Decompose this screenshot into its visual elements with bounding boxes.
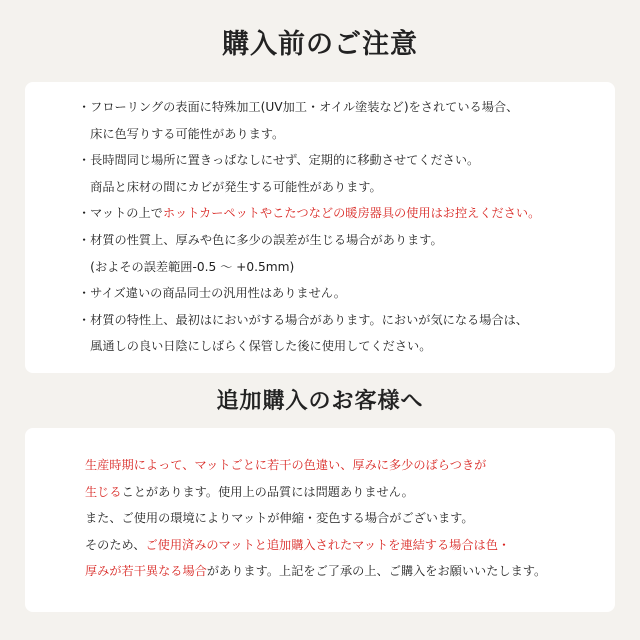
text-line (78, 232, 443, 248)
text-line (78, 152, 479, 168)
text-line (78, 312, 528, 328)
text-line (78, 205, 540, 221)
highlighted-text: 生じる (85, 484, 122, 499)
text-segment: ・材質の特性上、最初はにおいがする場合があります。においが気になる場合は、 (78, 312, 528, 327)
section-title-additional-purchase: 追加購入のお客様へ (216, 389, 424, 414)
additional-purchase-card (25, 428, 615, 612)
text-segment: ・マットの上で (78, 206, 163, 221)
highlighted-text: 生産時期によって、マットごとに若干の色違い、厚みに多少のばらつきが (85, 458, 487, 472)
text-segment: そのため、 (85, 537, 146, 552)
text-line (85, 537, 510, 553)
precautions-card (25, 82, 615, 373)
text-line (85, 457, 486, 473)
text-line (85, 510, 474, 526)
text-segment: 風通しの良い日陰にしばらく保管した後に使用してください。 (78, 339, 432, 354)
highlighted-text: ご使用済みのマットと追加購入されたマットを連結する場合は色・ (145, 537, 511, 552)
text-line (78, 285, 346, 301)
text-line (78, 259, 294, 275)
text-segment: 床に色写りする可能性があります。 (78, 126, 285, 141)
highlighted-text: ホットカーペットやこたつなどの暖房器具の使用はお控えください。 (162, 206, 541, 221)
text-segment: (およその誤差範囲-0.5 ～ +0.5mm) (78, 259, 295, 274)
highlighted-text: 厚みが若干異なる場合 (85, 564, 207, 578)
text-segment: ・サイズ違いの商品同士の汎用性はありません。 (78, 286, 346, 301)
text-line (78, 179, 382, 195)
text-segment: ・材質の性質上、厚みや色に多少の誤差が生じる場合があります。 (78, 233, 443, 247)
text-line (85, 484, 414, 500)
text-line (78, 126, 284, 142)
section-title-precautions: 購入前のご注意 (222, 29, 418, 60)
text-segment: ・フローリングの表面に特殊加工(UV加工・オイル塗装など)をされている場合、 (78, 100, 519, 114)
text-line (78, 338, 431, 354)
text-line (85, 563, 546, 579)
text-segment: ・長時間同じ場所に置きっぱなしにせず、定期的に移動させてください。 (78, 153, 480, 168)
text-line (78, 99, 518, 115)
text-segment: また、ご使用の環境によりマットが伸縮・変色する場合がございます。 (85, 511, 474, 525)
text-segment: ことがあります。使用上の品質には問題ありません。 (121, 484, 414, 499)
text-segment: 商品と床材の間にカビが発生する可能性があります。 (78, 179, 382, 194)
text-segment: があります。上記をご了承の上、ご購入をお願いいたします。 (206, 564, 547, 578)
